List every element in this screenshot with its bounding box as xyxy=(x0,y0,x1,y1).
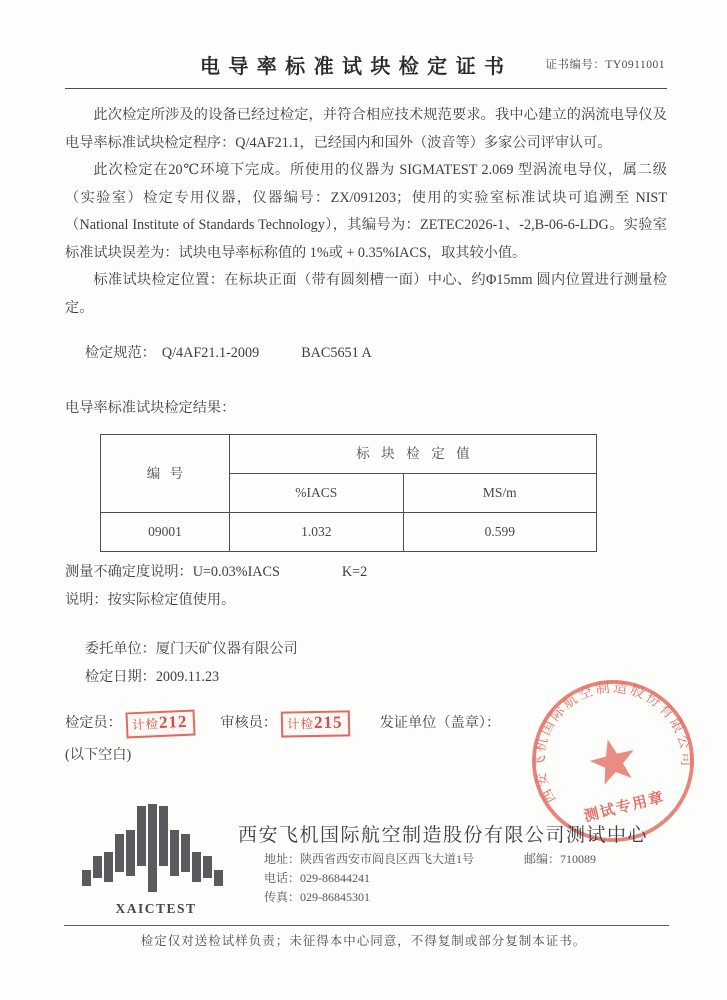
seal-ring-text: 西安飞机国际航空制造股份有限公司 xyxy=(533,680,693,806)
client-label: 委托单位： xyxy=(84,641,156,657)
results-heading: 电导率标准试块检定结果： xyxy=(65,399,236,416)
column-header-msm: MS/m xyxy=(403,474,596,513)
xaictest-logo-bars xyxy=(80,804,232,900)
verifier-label: 检定员： xyxy=(65,715,122,731)
column-header-iacs: %IACS xyxy=(229,474,403,513)
column-header-id: 编号 xyxy=(101,435,230,513)
spec-standard-1: Q/4AF21.1-2009 xyxy=(161,345,260,361)
zip-value: 710089 xyxy=(560,852,597,866)
results-table xyxy=(100,434,597,552)
address-label: 地址： xyxy=(264,852,301,866)
table-header-row xyxy=(101,435,597,474)
reviewer-stamp-prefix: 计检 xyxy=(286,716,315,732)
company-fax-row xyxy=(238,888,648,907)
date-line xyxy=(65,664,667,692)
uncertainty-line xyxy=(65,559,667,587)
reviewer-label: 审核员： xyxy=(220,715,278,731)
coverage-factor: K=2 xyxy=(341,564,368,580)
client-line xyxy=(65,636,667,664)
table-row xyxy=(101,513,597,552)
signature-row xyxy=(65,710,667,738)
xaictest-logo xyxy=(80,804,232,920)
address-value: 陕西省西安市阎良区西飞大道1号 xyxy=(300,852,475,866)
certificate-header xyxy=(65,0,667,89)
seal-bottom-text: 测试专用章 xyxy=(582,789,667,826)
fax-label: 传真： xyxy=(264,890,301,904)
reviewer-stamp xyxy=(281,710,350,737)
uncertainty-statement: 测量不确定度说明：U=0.03%IACS xyxy=(65,564,280,580)
paragraph-instrument: 此次检定在20℃环境下完成。所使用的仪器为 SIGMATEST 2.069 型涡流电导仪，属二级（实验室）检定专用仪器，仪器编号：ZX/091203；使用的实验室标准试块可追溯至 NIST（National Institute of Standards Technology），其编号为：ZETEC2026-1、-2,B-06-6-LDG。实验室标准试块误差为：试块电导率标称值的 1%或 + 0.35%IACS，取其较小值。 xyxy=(65,162,667,261)
spec-standard-2: BAC5651 A xyxy=(301,345,372,361)
zip-part xyxy=(524,852,596,866)
certificate-body xyxy=(65,89,667,769)
cell-iacs-value: 1.032 xyxy=(229,513,403,552)
verification-spec-line xyxy=(65,340,667,368)
date-label: 检定日期： xyxy=(84,668,156,685)
paragraph-equipment: 此次检定所涉及的设备已经过检定，并符合相应技术规范要求。我中心建立的涡流电导仪及电导率标准试块检定程序：Q/4AF21.1，已经国内和国外（波音等）多家公司评审认可。 xyxy=(65,107,667,151)
company-name: 西安飞机国际航空制造股份有限公司测试中心 xyxy=(238,825,649,846)
zip-label: 邮编： xyxy=(524,852,561,866)
fax-value: 029-86845301 xyxy=(300,890,371,904)
company-info-block xyxy=(238,826,648,907)
disclaimer-text: 检定仅对送检试样负责；未征得本中心同意，不得复制或部分复制本证书。 xyxy=(140,934,587,948)
spec-label: 检定规范： xyxy=(84,345,156,361)
cell-block-id: 09001 xyxy=(101,513,230,552)
usage-note: 说明：按实际检定值使用。 xyxy=(65,591,236,608)
company-address-row xyxy=(238,850,648,869)
paragraph-position: 标准试块检定位置：在标块正面（带有圆刻槽一面）中心、约Φ15mm 圆内位置进行测量检定。 xyxy=(65,272,667,316)
cell-msm-value: 0.599 xyxy=(403,513,596,552)
issuer-label: 发证单位（盖章）： xyxy=(379,715,501,731)
xaictest-logo-text: XAICTEST xyxy=(115,901,197,916)
client-name: 厦门天矿仪器有限公司 xyxy=(155,641,298,657)
date-value: 2009.11.23 xyxy=(155,668,220,685)
certificate-number-label: 证书编号： xyxy=(545,59,606,71)
reviewer-stamp-number: 215 xyxy=(313,712,343,732)
column-group-header: 标块检定值 xyxy=(229,435,596,474)
phone-value: 029-86844241 xyxy=(300,871,371,885)
page-title: 电导率标准试块检定证书 xyxy=(199,56,513,78)
verifier-stamp xyxy=(125,709,195,738)
company-phone-row xyxy=(238,869,648,888)
certificate-number-value: TY0911001 xyxy=(605,59,665,71)
verifier-stamp-prefix: 计检 xyxy=(131,716,160,732)
blank-below-note: (以下空白) xyxy=(65,746,132,763)
verifier-stamp-number: 212 xyxy=(158,711,188,732)
phone-label: 电话： xyxy=(264,871,301,885)
footer-divider xyxy=(64,925,669,926)
certificate-number xyxy=(545,56,665,72)
